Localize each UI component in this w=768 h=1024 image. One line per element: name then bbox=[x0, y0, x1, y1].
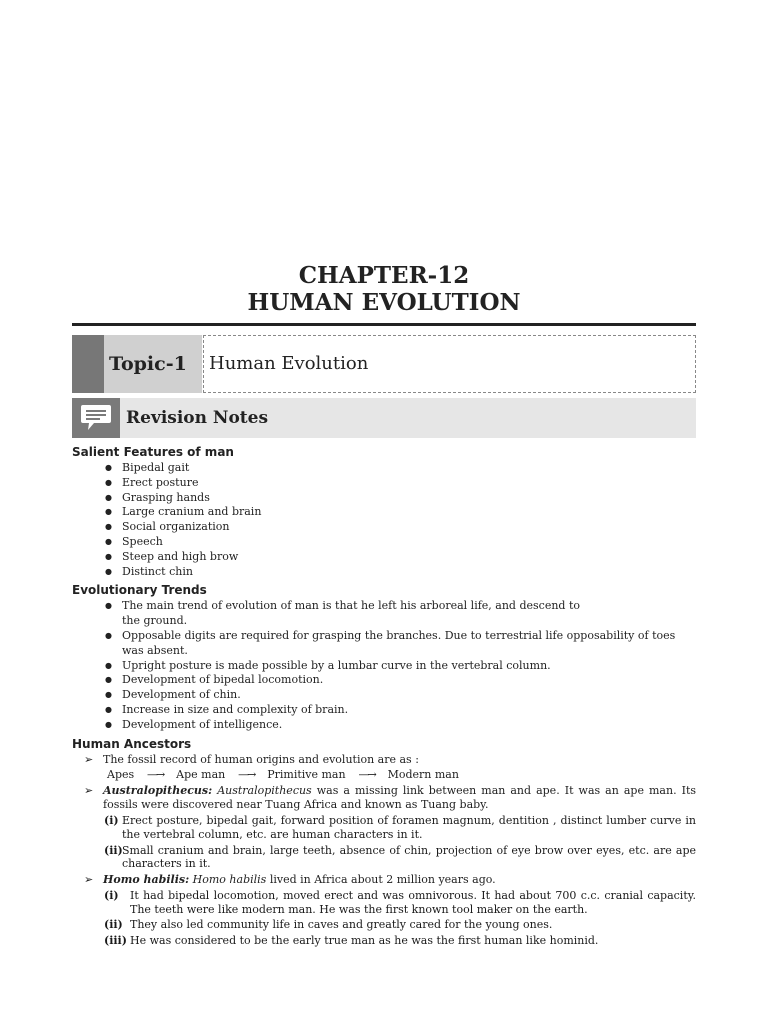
term-text: was a missing link between man and ape. It was an ape man. Its fossils were discovered near Tuang Africa and known as Tuang baby. bbox=[103, 784, 697, 811]
list-item: ● Erect posture bbox=[72, 476, 696, 491]
point-text: It had bipedal locomotion, moved erect and was omnivorous. It had about 700 c.c. cranial capacity. The teeth were like modern man. He was the first known tool maker on the earth. bbox=[130, 889, 696, 916]
arrow-bullet-icon: ➢ bbox=[84, 752, 94, 766]
term-italic: Homo habilis bbox=[192, 872, 267, 886]
list-item: ● Increase in size and complexity of brain. bbox=[72, 703, 696, 718]
term-italic: Australopithecus bbox=[217, 784, 312, 798]
ancestors-list bbox=[72, 753, 696, 767]
list-item bbox=[72, 753, 696, 767]
evolution-flow bbox=[72, 766, 696, 784]
flow-step: Modern man bbox=[387, 768, 459, 782]
chapter-title: HUMAN EVOLUTION bbox=[247, 289, 521, 316]
speech-bubble-icon bbox=[72, 398, 120, 438]
term-text: lived in Africa about 2 million years ago. bbox=[269, 872, 496, 886]
list-item: ● Opposable digits are required for grasping the branches. Due to terrestrial life opposability of toes was absent. bbox=[72, 629, 696, 659]
term-name: Homo habilis: bbox=[103, 872, 190, 886]
fossil-intro-text: The fossil record of human origins and evolution are as : bbox=[103, 752, 419, 766]
habilis-points bbox=[72, 889, 696, 947]
chapter-heading bbox=[72, 262, 696, 316]
notes-content bbox=[72, 444, 696, 950]
list-item-habilis bbox=[72, 873, 696, 887]
list-item bbox=[72, 889, 696, 916]
chapter-divider bbox=[72, 323, 696, 326]
list-item: ● Speech bbox=[72, 535, 696, 550]
list-item bbox=[72, 814, 696, 841]
section-heading-ancestors: Human Ancestors bbox=[72, 736, 192, 751]
arrow-bullet-icon: ➢ bbox=[84, 872, 94, 886]
list-item: ● Bipedal gait bbox=[72, 461, 696, 476]
point-number: (ii) bbox=[104, 843, 123, 857]
point-text: They also led community life in caves and greatly cared for the young ones. bbox=[130, 918, 553, 932]
arrow-bullet-icon: ➢ bbox=[84, 784, 94, 798]
list-item bbox=[72, 844, 696, 871]
point-number: (ii) bbox=[104, 918, 123, 932]
salient-list bbox=[72, 461, 696, 579]
list-item bbox=[72, 918, 696, 932]
topic-accent-block bbox=[72, 335, 104, 393]
list-item: ● Development of bipedal locomotion. bbox=[72, 673, 696, 688]
point-number: (i) bbox=[104, 814, 119, 828]
topic-label: Topic-1 bbox=[104, 335, 202, 393]
revision-notes-label: Revision Notes bbox=[126, 408, 269, 428]
list-item: ● Distinct chin bbox=[72, 565, 696, 580]
list-item: ● Grasping hands bbox=[72, 491, 696, 506]
australopithecus-points bbox=[72, 814, 696, 870]
ancestors-list-cont bbox=[72, 784, 696, 811]
list-item: ● Large cranium and brain bbox=[72, 505, 696, 520]
point-text: Erect posture, bipedal gait, forward position of foramen magnum, dentition , distinct lumber curve in the vertebral column, etc. are human characters in it. bbox=[122, 814, 696, 841]
ancestors-list-cont2 bbox=[72, 873, 696, 887]
list-item: ● Upright posture is made possible by a lumbar curve in the vertebral column. bbox=[72, 659, 696, 674]
right-arrow-icon: —→ bbox=[358, 768, 375, 782]
right-arrow-icon: —→ bbox=[147, 768, 164, 782]
list-item: ● Social organization bbox=[72, 520, 696, 535]
right-arrow-icon: —→ bbox=[238, 768, 255, 782]
point-text: He was considered to be the early true man as he was the first human like hominid. bbox=[130, 934, 599, 948]
trends-list bbox=[72, 599, 696, 732]
list-item: ● The main trend of evolution of man is that he left his arboreal life, and descend to the ground. bbox=[72, 599, 696, 629]
flow-step: Primitive man bbox=[267, 768, 346, 782]
flow-step: Ape man bbox=[176, 768, 226, 782]
list-item bbox=[72, 934, 696, 948]
flow-step: Apes bbox=[107, 768, 135, 782]
chapter-number: CHAPTER-12 bbox=[298, 262, 470, 289]
list-item: ● Development of chin. bbox=[72, 688, 696, 703]
point-text: Small cranium and brain, large teeth, absence of chin, projection of eye brow over eyes, etc. are ape characters in it. bbox=[122, 843, 696, 871]
term-name: Australopithecus: bbox=[103, 784, 213, 798]
point-number: (iii) bbox=[104, 934, 127, 948]
revision-notes-banner bbox=[72, 398, 696, 438]
point-number: (i) bbox=[104, 889, 119, 903]
section-heading-salient: Salient Features of man bbox=[72, 445, 234, 459]
section-heading-trends: Evolutionary Trends bbox=[72, 583, 207, 598]
list-item: ● Steep and high brow bbox=[72, 550, 696, 565]
list-item-australopithecus bbox=[72, 784, 696, 811]
topic-banner bbox=[72, 335, 696, 393]
list-item: ● Development of intelligence. bbox=[72, 718, 696, 733]
topic-title: Human Evolution bbox=[203, 335, 696, 393]
